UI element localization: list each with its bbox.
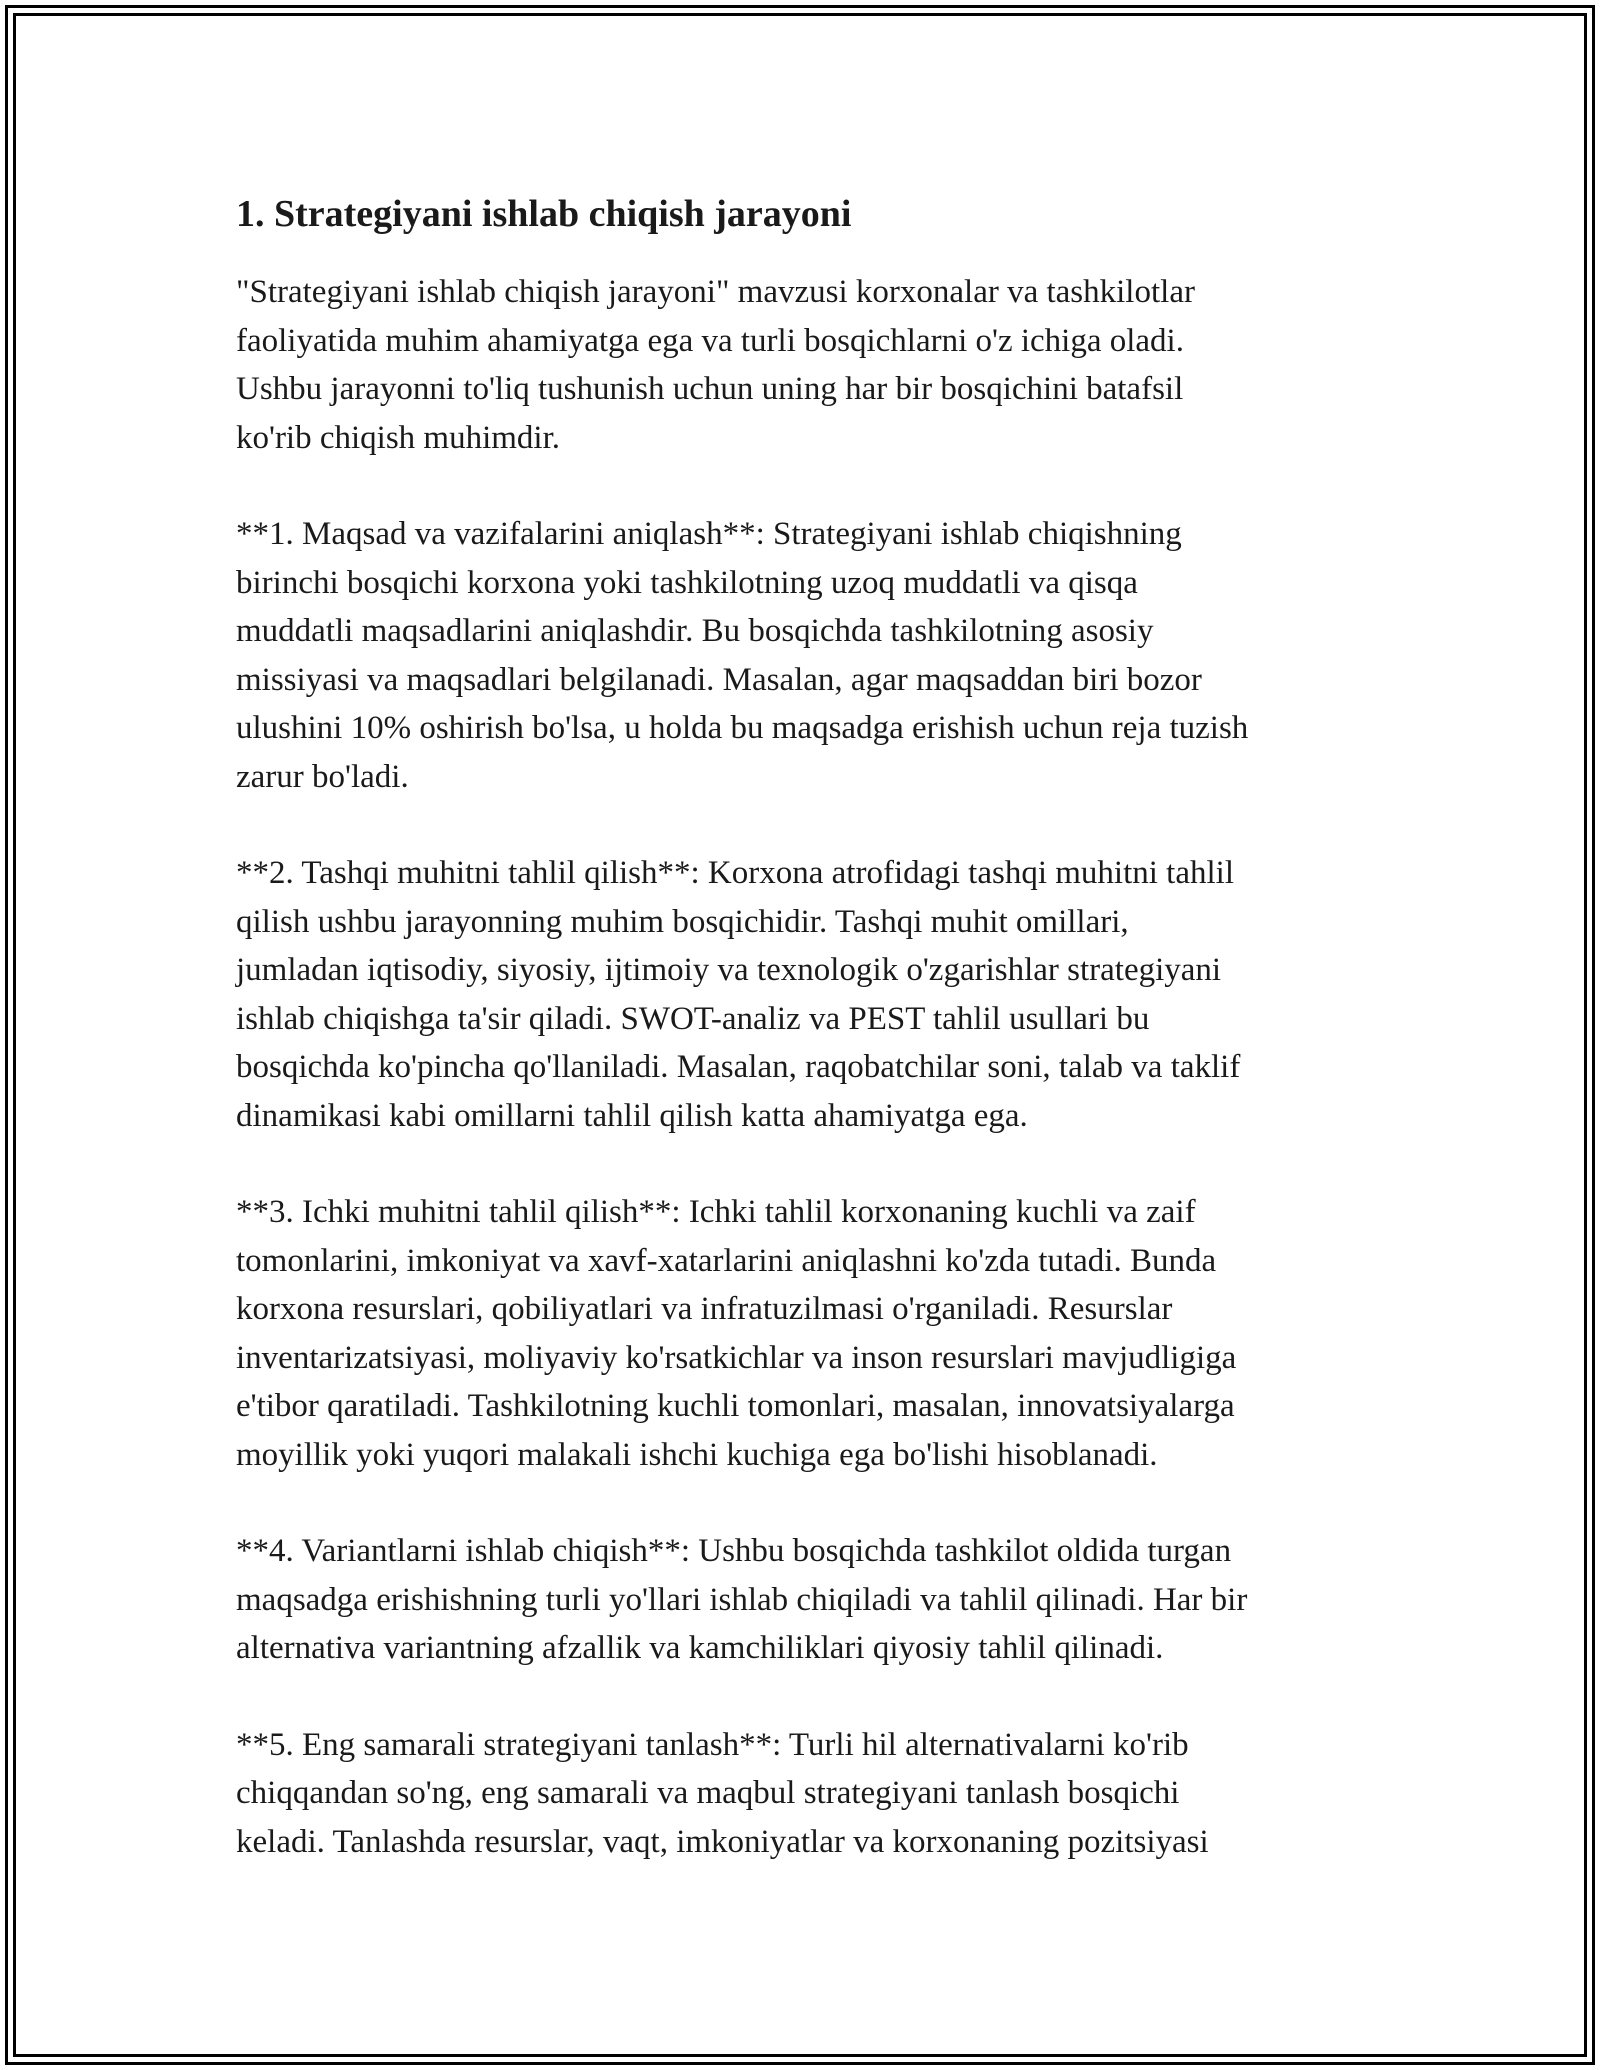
section-4-paragraph: **4. Variantlarni ishlab chiqish**: Ushbu bosqichda tashkilot oldida turgan maqsadga erishishning turli yo'llari ishlab chiqiladi va tahlil qilinadi. Har bir alternativa variantning afzallik va kamchiliklari qiyosiy tahlil qilinadi. — [236, 1533, 1248, 1666]
intro-paragraph: "Strategiyani ishlab chiqish jarayoni" mavzusi korxonalar va tashkilotlar faoliyatida muhim ahamiyatga ega va turli bosqichlarni o'z ichiga oladi. Ushbu jarayonni to'liq tushunish uchun uning har bir bosqichini batafsil ko'rib chiqish muhimdir. — [236, 274, 1195, 456]
section-1-paragraph: **1. Maqsad va vazifalarini aniqlash**: Strategiyani ishlab chiqishning birinchi bosqichi korxona yoki tashkilotning uzoq muddatli va qisqa muddatli maqsadlarini aniqlashdir. Bu bosqichda tashkilotning asosiy missiyasi va maqsadlari belgilanadi. Masalan, agar maqsaddan biri bozor ulushini 10% oshirish bo'lsa, u holda bu maqsadga erishish uchun reja tuzish zarur bo'ladi. — [236, 516, 1249, 795]
section-2-paragraph: **2. Tashqi muhitni tahlil qilish**: Korxona atrofidagi tashqi muhitni tahlil qilish ushbu jarayonning muhim bosqichidir. Tashqi muhit omillari, jumladan iqtisodiy, siyosiy, ijtimoiy va texnologik o'zgarishlar strategiyani ishlab chiqishga ta'sir qiladi. SWOT-analiz va PEST tahlil usullari bu bosqichda ko'pincha qo'llaniladi. Masalan, raqobatchilar soni, talab va taklif dinamikasi kabi omillarni tahlil qilish katta ahamiyatga ega. — [236, 855, 1241, 1134]
section-5-paragraph: **5. Eng samarali strategiyani tanlash**: Turli hil alternativalarni ko'rib chiqqandan so'ng, eng samarali va maqbul strategiyani tanlash bosqichi keladi. Tanlashda resurslar, vaqt, imkoniyatlar va korxonaning pozitsiyasi — [236, 1726, 1209, 1860]
page-title: 1. Strategiyani ishlab chiqish jarayoni — [236, 193, 852, 235]
document-body — [236, 184, 1376, 1914]
section-3-paragraph: **3. Ichki muhitni tahlil qilish**: Ichki tahlil korxonaning kuchli va zaif tomonlarini, imkoniyat va xavf-xatarlarini aniqlashni ko'zda tutadi. Bunda korxona resurslari, qobiliyatlari va infratuzilmasi o'rganiladi. Resurslar inventarizatsiyasi, moliyaviy ko'rsatkichlar va inson resurslari mavjudligiga e'tibor qaratiladi. Tashkilotning kuchli tomonlari, masalan, innovatsiyalarga moyillik yoki yuqori malakali ishchi kuchiga ega bo'lishi hisoblanadi. — [236, 1194, 1237, 1473]
